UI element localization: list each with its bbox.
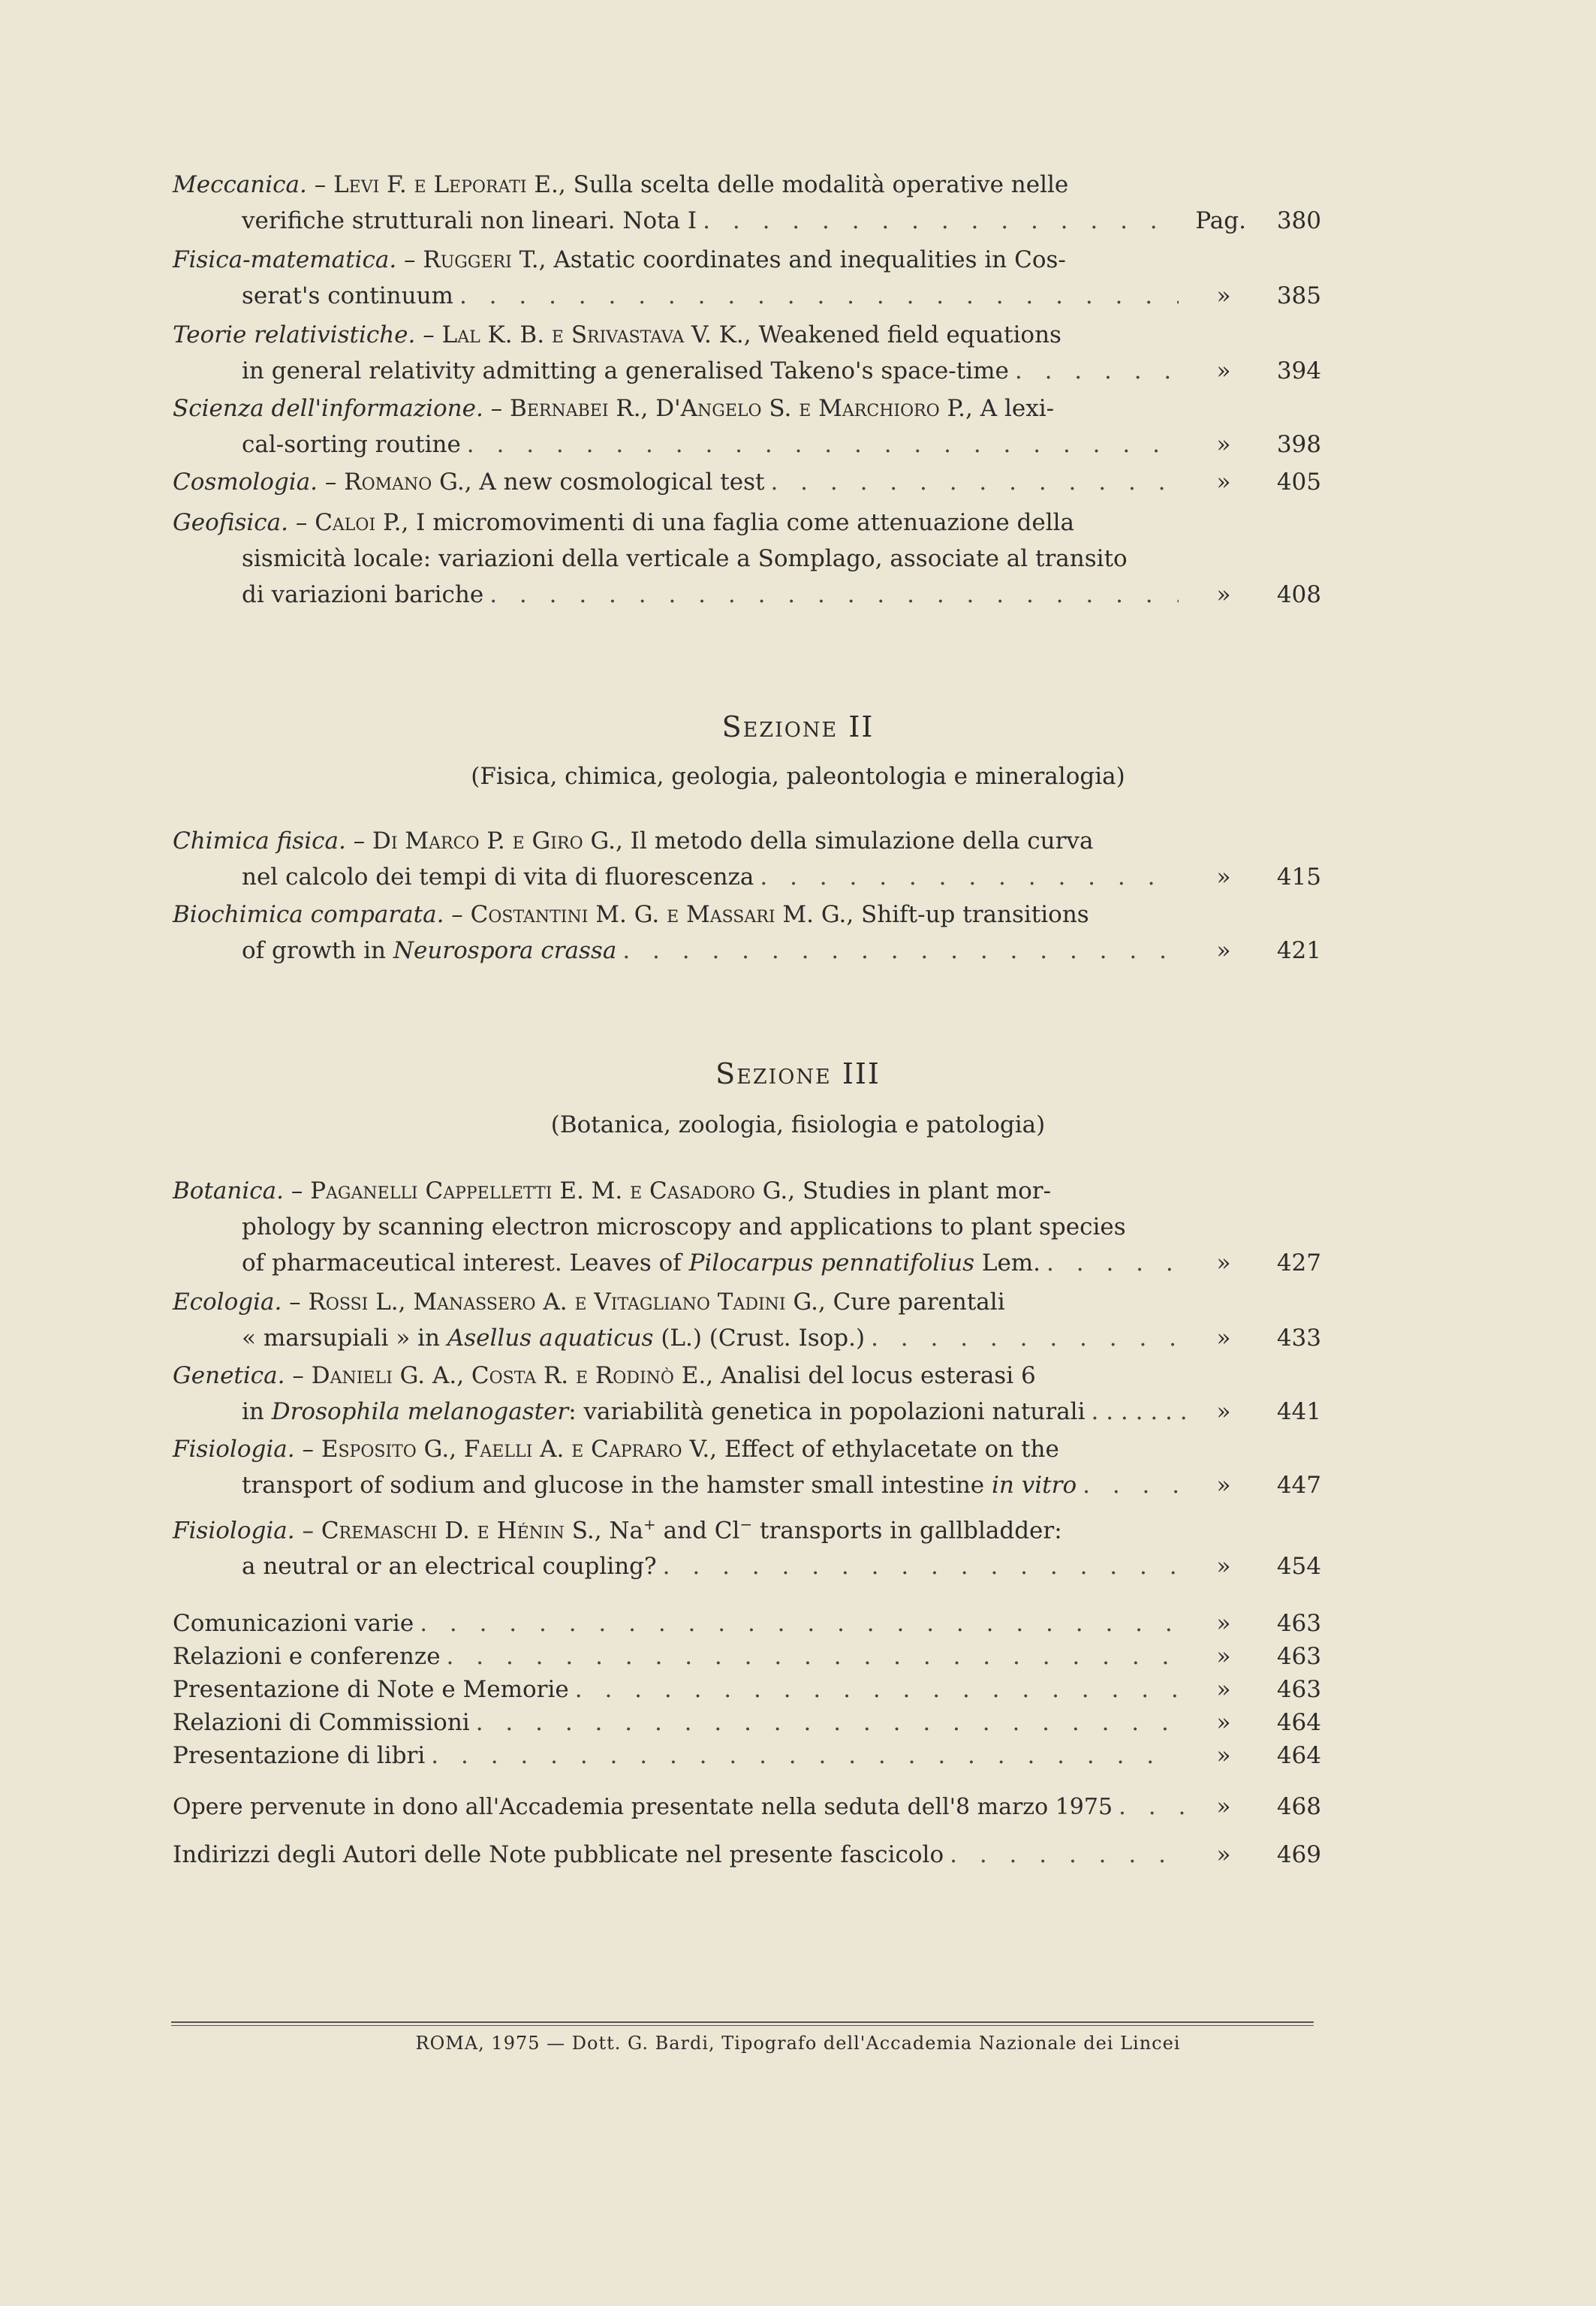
section-3-heading: Sezione III [715, 1057, 881, 1090]
page-number: 421 [1276, 937, 1321, 964]
entry-authors: Bernabei R., D'Angelo S. e Marchioro P. [510, 395, 965, 422]
page-number: 415 [1276, 864, 1321, 891]
toc-entry-fisiologia-2: Fisiologia. – Cremaschi D. e Hénin S., Na+ and Cl− transports in gallbladder: a neutral or an electrical coupling? . . . » 454 [173, 1506, 1321, 1584]
entry-authors: Di Marco P. e Giro G. [372, 827, 616, 855]
entry-authors: Levi F. e Leporati E. [333, 171, 559, 198]
entry-authors: Danieli G. A., Costa R. e Rodinò E. [311, 1362, 706, 1389]
page-number: 398 [1276, 431, 1321, 458]
printer-imprint: ROMA, 1975 — Dott. G. Bardi, Tipografo dell'Accademia Nazionale dei Lincei [415, 2033, 1181, 2054]
page-number: 394 [1276, 357, 1321, 384]
misc-item: Relazioni di Commissioni . . . » 464 [173, 1706, 1321, 1739]
page-number: 408 [1276, 581, 1321, 608]
toc-opere-pervenute: Opere pervenute in dono all'Accademia presentate nella seduta dell'8 marzo 1975 . . . » 468 [173, 1789, 1321, 1825]
toc-entry-geofisica: Geofisica. – Caloi P., I micromovimenti di una faglia come attenuazione della sismicità locale: variazioni della verticale a Somplago, associate al transito di variazioni bariche . . . » 408 [173, 505, 1321, 613]
toc-entry-fisiologia-1: Fisiologia. – Esposito G., Faelli A. e Capraro V., Effect of ethylacetate on the transport of sodium and glucose in the hamster small intestine in vitro . . . » 447 [173, 1431, 1321, 1503]
page-number: 433 [1276, 1325, 1321, 1352]
toc-indirizzi-autori: Indirizzi degli Autori delle Note pubblicate nel presente fascicolo . . . » 469 [173, 1837, 1321, 1873]
section-3-subheading: (Botanica, zoologia, fisiologia e patologia) [550, 1111, 1046, 1138]
page-number: 385 [1276, 282, 1321, 309]
entry-authors: Paganelli Cappelletti E. M. e Casadoro G. [310, 1177, 788, 1204]
entry-title: verifiche strutturali non lineari. Nota I [242, 207, 697, 234]
toc-entry-teorie-relativistiche: Teorie relativistiche. – Lal K. B. e Srivastava V. K., Weakened field equations in general relativity admitting a generalised Takeno's space-time . . . » 394 [173, 317, 1321, 389]
page-number: 447 [1276, 1472, 1321, 1499]
entry-authors: Lal K. B. e Srivastava V. K. [441, 321, 744, 348]
entry-authors: Cremaschi D. e Hénin S. [321, 1517, 595, 1545]
page-number: 380 [1276, 207, 1321, 234]
footer-rule [171, 2021, 1314, 2023]
entry-category: Meccanica. [173, 171, 307, 198]
entry-authors: Romano G. [344, 469, 465, 496]
footer-rule-thin [171, 2025, 1314, 2026]
toc-entry-cosmologia: Cosmologia. – Romano G., A new cosmological test . . . » 405 [173, 464, 1321, 500]
pages-marker: Pag. [1195, 207, 1246, 234]
page-number: 427 [1276, 1249, 1321, 1277]
toc-entry-scienza-informazione: Scienza dell'informazione. – Bernabei R., D'Angelo S. e Marchioro P., A lexi- cal-sorting routine . . . » 398 [173, 390, 1321, 463]
misc-item: Presentazione di Note e Memorie . . . » 463 [173, 1673, 1321, 1706]
toc-misc-list [173, 1607, 1321, 1772]
toc-entry-fisica-matematica: Fisica-matematica. – Ruggeri T., Astatic coordinates and inequalities in Cos- serat's continuum . . . » 385 [173, 242, 1321, 314]
page-number: 405 [1276, 469, 1321, 496]
toc-entry-botanica: Botanica. – Paganelli Cappelletti E. M. e Casadoro G., Studies in plant mor- phology by scanning electron microscopy and applications to plant species of pharmaceutical interest. Leaves of Pilocarpus pennatifolius Lem. . . . » 427 [173, 1173, 1321, 1281]
section-2-heading: Sezione II [721, 710, 875, 743]
toc-entry-ecologia: Ecologia. – Rossi L., Manassero A. e Vitagliano Tadini G., Cure parentali « marsupiali » in Asellus aquaticus (L.) (Crust. Isop.) . . . » 433 [173, 1284, 1321, 1356]
misc-item: Relazioni e conferenze . . . » 463 [173, 1640, 1321, 1673]
toc-entry-biochimica-comparata: Biochimica comparata. – Costantini M. G. e Massari M. G., Shift-up transitions of growth in Neurospora crassa . . . » 421 [173, 897, 1321, 969]
misc-item: Presentazione di libri . . . » 464 [173, 1739, 1321, 1772]
entry-title: , Sulla scelta delle modalità operative nelle [558, 171, 1069, 198]
toc-entry-meccanica: Meccanica. – Levi F. e Leporati E., Sulla scelta delle modalità operative nelle verifiche strutturali non lineari. Nota I . . . Pag. 380 [173, 167, 1321, 239]
entry-authors: Costantini M. G. e Massari M. G. [470, 901, 847, 928]
page-number: 441 [1276, 1398, 1321, 1425]
page-number: 454 [1276, 1553, 1321, 1581]
entry-authors: Esposito G., Faelli A. e Capraro V. [321, 1436, 710, 1463]
toc-entry-chimica-fisica: Chimica fisica. – Di Marco P. e Giro G., Il metodo della simulazione della curva nel calcolo dei tempi di vita di fluorescenza . . . » 415 [173, 823, 1321, 895]
entry-authors: Rossi L., Manassero A. e Vitagliano Tadini G. [308, 1289, 818, 1316]
misc-item: Comunicazioni varie . . . » 463 [173, 1607, 1321, 1640]
entry-authors: Caloi P. [315, 509, 402, 536]
toc-entry-genetica: Genetica. – Danieli G. A., Costa R. e Rodinò E., Analisi del locus esterasi 6 in Drosophila melanogaster: variabilità genetica in popolazioni naturali . . . » 441 [173, 1358, 1321, 1430]
entry-authors: Ruggeri T. [423, 246, 539, 273]
section-2-subheading: (Fisica, chimica, geologia, paleontologia e mineralogia) [471, 763, 1125, 790]
